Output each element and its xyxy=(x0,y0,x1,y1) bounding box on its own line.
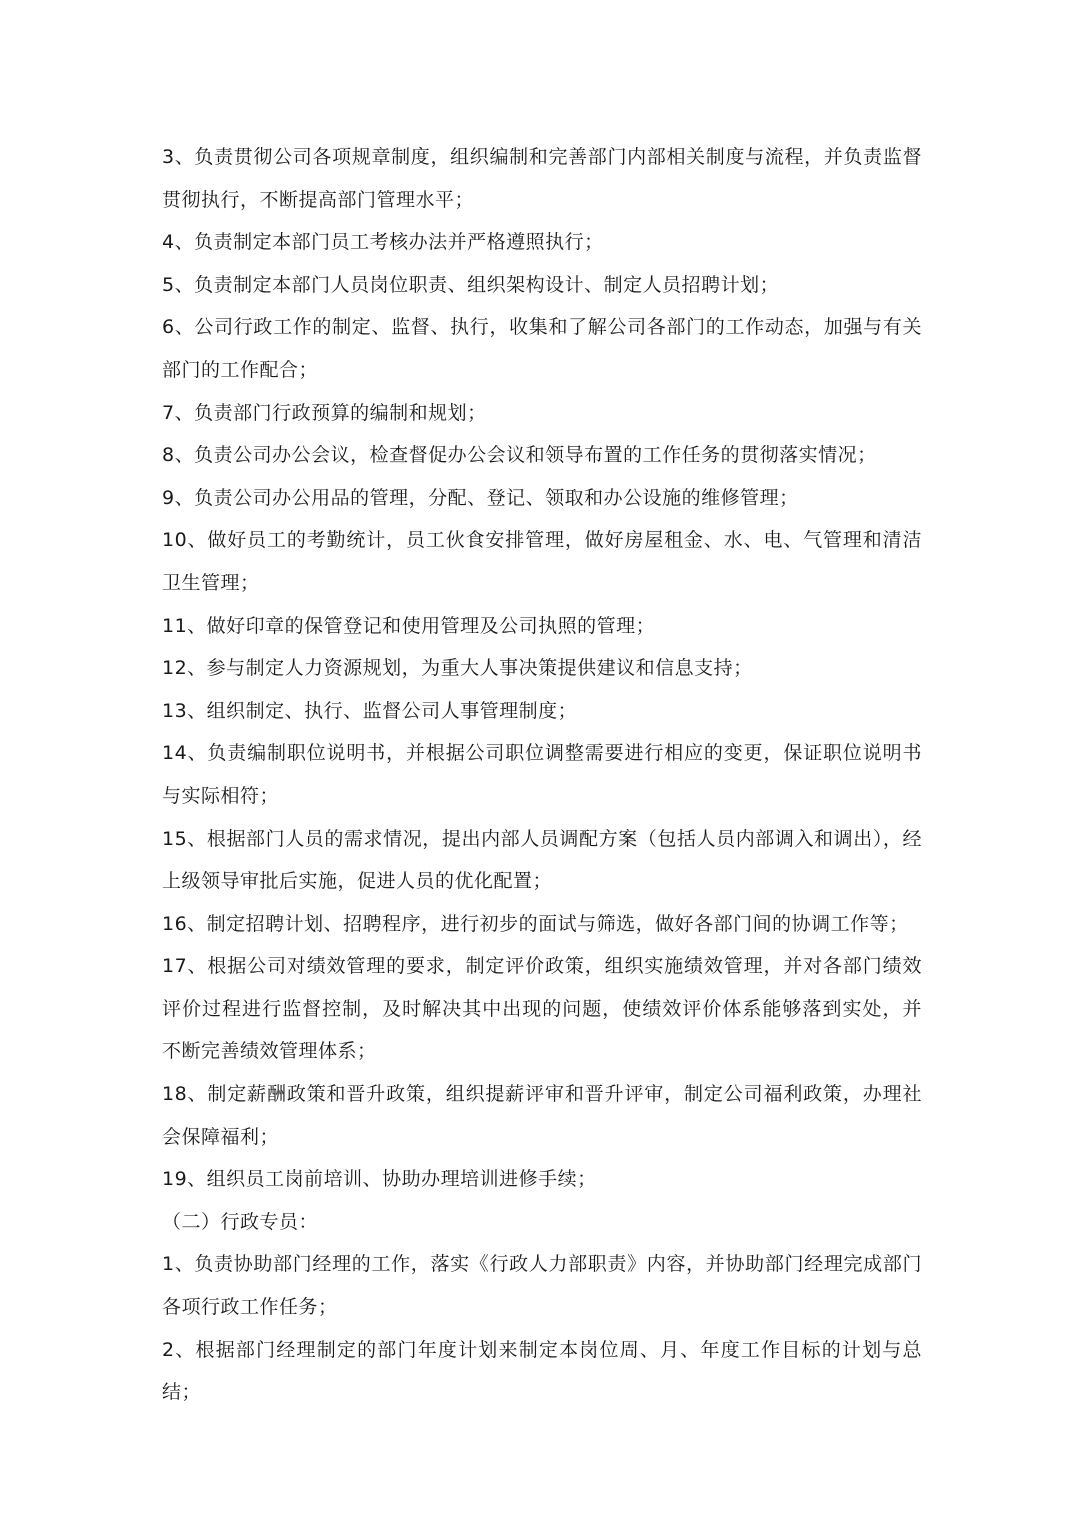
paragraph-item-17: 17、根据公司对绩效管理的要求，制定评价政策，组织实施绩效管理，并对各部门绩效评价过程进行监督控制，及时解决其中出现的问题，使绩效评价体系能够落到实处，并不断完善绩效管理体系； xyxy=(162,955,922,1063)
paragraph-item-3: 3、负责贯彻公司各项规章制度，组织编制和完善部门内部相关制度与流程，并负责监督贯彻执行，不断提高部门管理水平； xyxy=(162,146,922,211)
paragraph-item-8: 8、负责公司办公会议，检查督促办公会议和领导布置的工作任务的贯彻落实情况； xyxy=(162,444,877,467)
paragraph-item-19: 19、组织员工岗前培训、协助办理培训进修手续； xyxy=(162,1168,597,1191)
paragraph-item-4: 4、负责制定本部门员工考核办法并严格遵照执行； xyxy=(162,231,604,254)
paragraph-item-18: 18、制定薪酬政策和晋升政策，组织提薪评审和晋升评审，制定公司福利政策，办理社会保障福利； xyxy=(162,1083,922,1148)
paragraph-item-7: 7、负责部门行政预算的编制和规划； xyxy=(162,401,487,424)
paragraph-item-14: 14、负责编制职位说明书，并根据公司职位调整需要进行相应的变更，保证职位说明书与实际相符； xyxy=(162,742,922,807)
section-heading: （二）行政专员： xyxy=(162,1210,319,1233)
paragraph-item-5: 5、负责制定本部门人员岗位职责、组织架构设计、制定人员招聘计划； xyxy=(162,273,780,296)
paragraph-item-13: 13、组织制定、执行、监督公司人事管理制度； xyxy=(162,699,578,722)
paragraph-item-s2: 2、根据部门经理制定的部门年度计划来制定本岗位周、月、年度工作目标的计划与总结； xyxy=(162,1338,922,1404)
paragraph-item-10: 10、做好员工的考勤统计，员工伙食安排管理，做好房屋租金、水、电、气管理和清洁卫生管理； xyxy=(162,529,922,594)
document-body xyxy=(162,136,922,1414)
paragraph-item-11: 11、做好印章的保管登记和使用管理及公司执照的管理； xyxy=(162,614,656,637)
paragraph-item-15: 15、根据部门人员的需求情况，提出内部人员调配方案（包括人员内部调入和调出），经上级领导审批后实施，促进人员的优化配置； xyxy=(162,827,922,893)
paragraph-item-6: 6、公司行政工作的制定、监督、执行，收集和了解公司各部门的工作动态，加强与有关部门的工作配合； xyxy=(162,316,922,381)
paragraph-item-16: 16、制定招聘计划、招聘程序，进行初步的面试与筛选，做好各部门间的协调工作等； xyxy=(162,912,909,935)
paragraph-item-12: 12、参与制定人力资源规划，为重大人事决策提供建议和信息支持； xyxy=(162,657,753,680)
paragraph-item-9: 9、负责公司办公用品的管理，分配、登记、领取和办公设施的维修管理； xyxy=(162,486,799,509)
paragraph-item-s1: 1、负责协助部门经理的工作，落实《行政人力部职责》内容，并协助部门经理完成部门各项行政工作任务； xyxy=(162,1253,922,1319)
